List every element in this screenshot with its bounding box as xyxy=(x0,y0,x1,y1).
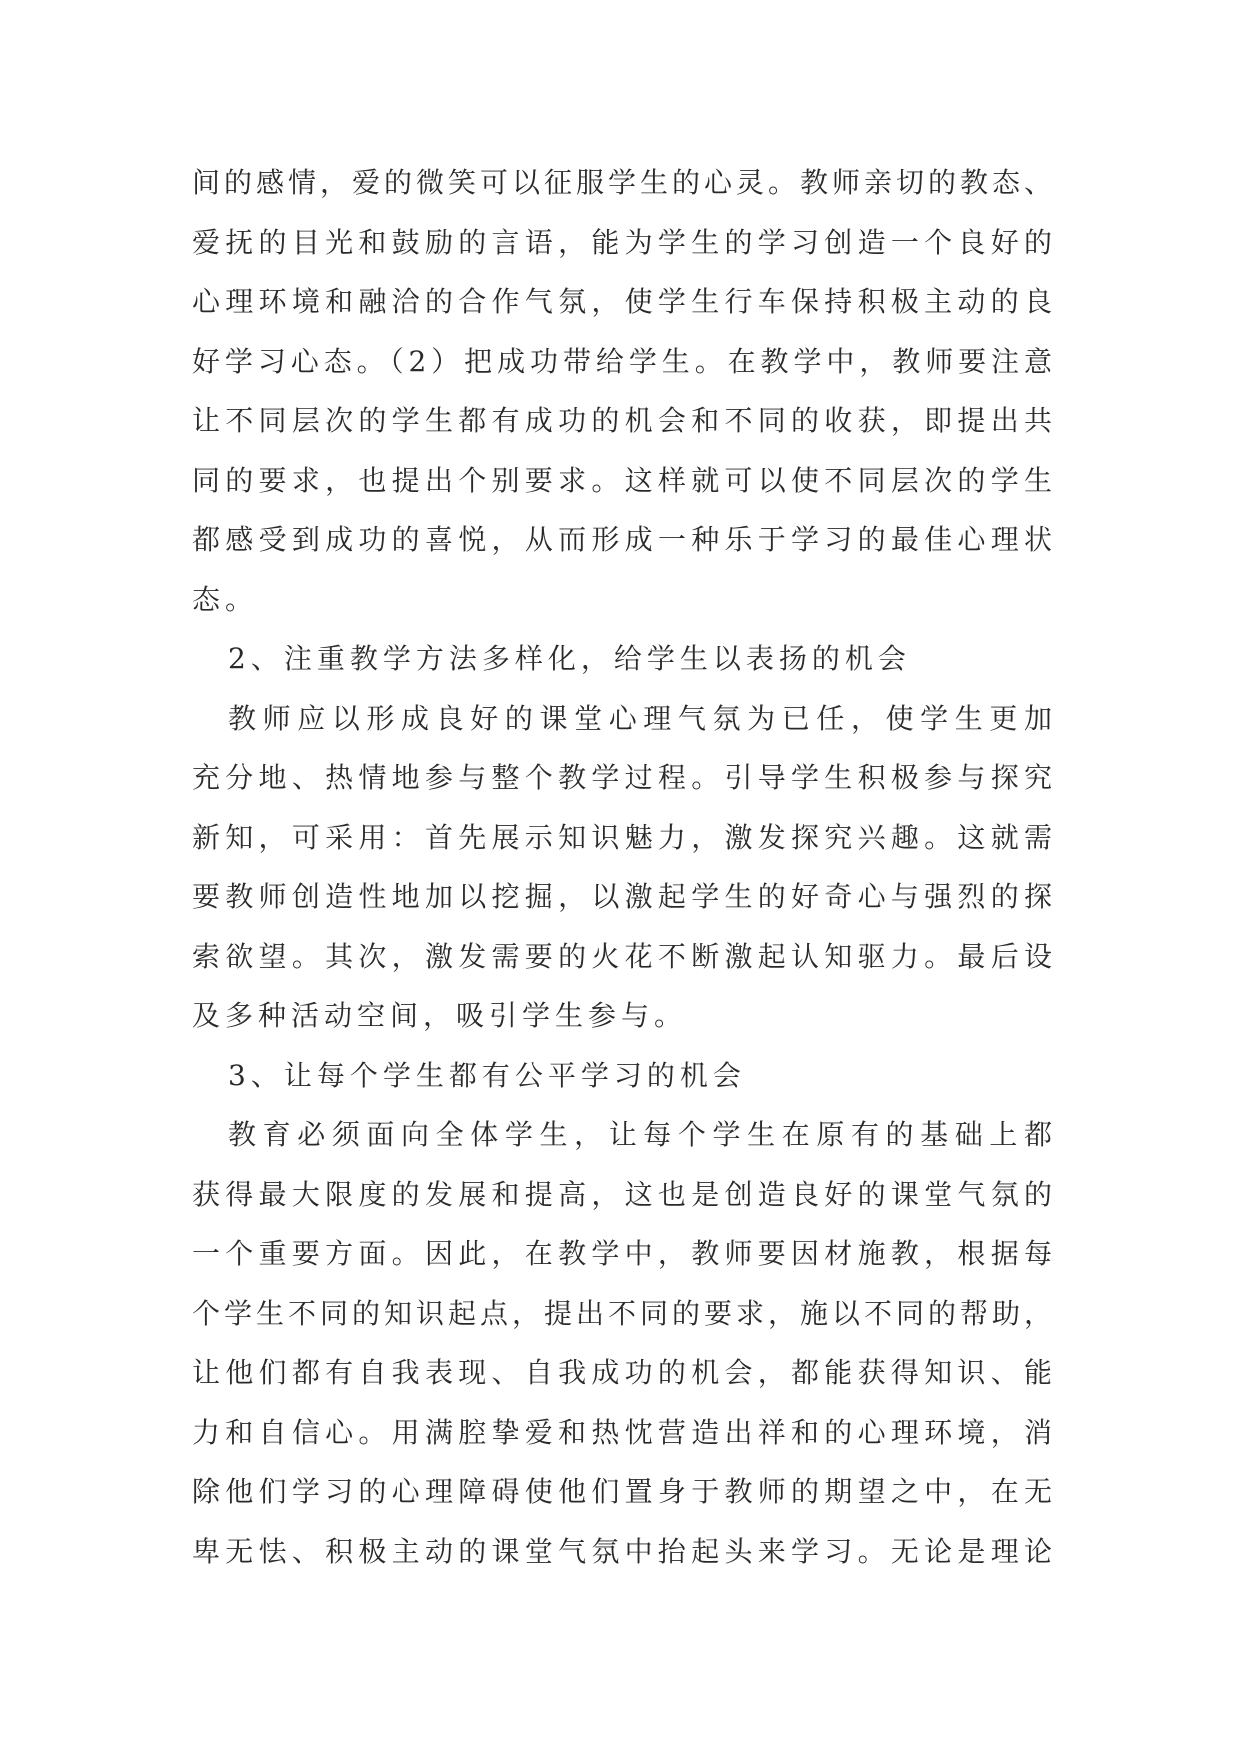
text-line: 都感受到成功的喜悦，从而形成一种乐于学习的最佳心理状 xyxy=(192,523,1052,556)
text-line: 及多种活动空间，吸引学生参与。 xyxy=(192,999,688,1032)
text-line: 间的感情，爱的微笑可以征服学生的心灵。教师亲切的教态、 xyxy=(192,166,1052,199)
text-line: 让他们都有自我表现、自我成功的机会，都能获得知识、能 xyxy=(192,1356,1052,1389)
text-line: 个学生不同的知识起点，提出不同的要求，施以不同的帮助， xyxy=(192,1296,1052,1330)
text-line: 充分地、热情地参与整个教学过程。引导学生积极参与探究 xyxy=(192,761,1052,794)
text-line: 一个重要方面。因此，在教学中，教师要因材施教，根据每 xyxy=(192,1237,1052,1270)
text-line: 让不同层次的学生都有成功的机会和不同的收获，即提出共 xyxy=(192,404,1052,437)
text-line: 教育必须面向全体学生，让每个学生在原有的基础上都 xyxy=(228,1118,1052,1151)
text-line: 除他们学习的心理障碍使他们置身于教师的期望之中，在无 xyxy=(192,1475,1052,1508)
text-line: 好学习心态。（2）把成功带给学生。在教学中，教师要注意 xyxy=(192,344,1052,378)
text-line: 索欲望。其次，激发需要的火花不断激起认知驱力。最后设 xyxy=(192,939,1052,973)
text-line: 爱抚的目光和鼓励的言语，能为学生的学习创造一个良好的 xyxy=(192,225,1052,259)
text-line: 获得最大限度的发展和提高，这也是创造良好的课堂气氛的 xyxy=(192,1177,1052,1211)
text-line: 要教师创造性地加以挖掘，以激起学生的好奇心与强烈的探 xyxy=(192,880,1052,913)
text-line: 新知，可采用：首先展示知识魅力，激发探究兴趣。这就需 xyxy=(192,820,1052,854)
text-line: 同的要求，也提出个别要求。这样就可以使不同层次的学生 xyxy=(192,463,1052,497)
body-text xyxy=(192,153,1052,1581)
text-line: 力和自信心。用满腔挚爱和热忱营造出祥和的心理环境，消 xyxy=(192,1415,1052,1449)
text-line: 心理环境和融洽的合作气氛，使学生行车保持积极主动的良 xyxy=(192,285,1052,318)
text-line: 教师应以形成良好的课堂心理气氛为已任，使学生更加 xyxy=(228,701,1052,735)
text-line: 态。 xyxy=(192,582,259,616)
section-heading: 3、让每个学生都有公平学习的机会 xyxy=(228,1058,746,1092)
text-line: 卑无怯、积极主动的课堂气氛中抬起头来学习。无论是理论 xyxy=(192,1534,1052,1568)
section-heading: 2、注重教学方法多样化，给学生以表扬的机会 xyxy=(228,642,911,675)
